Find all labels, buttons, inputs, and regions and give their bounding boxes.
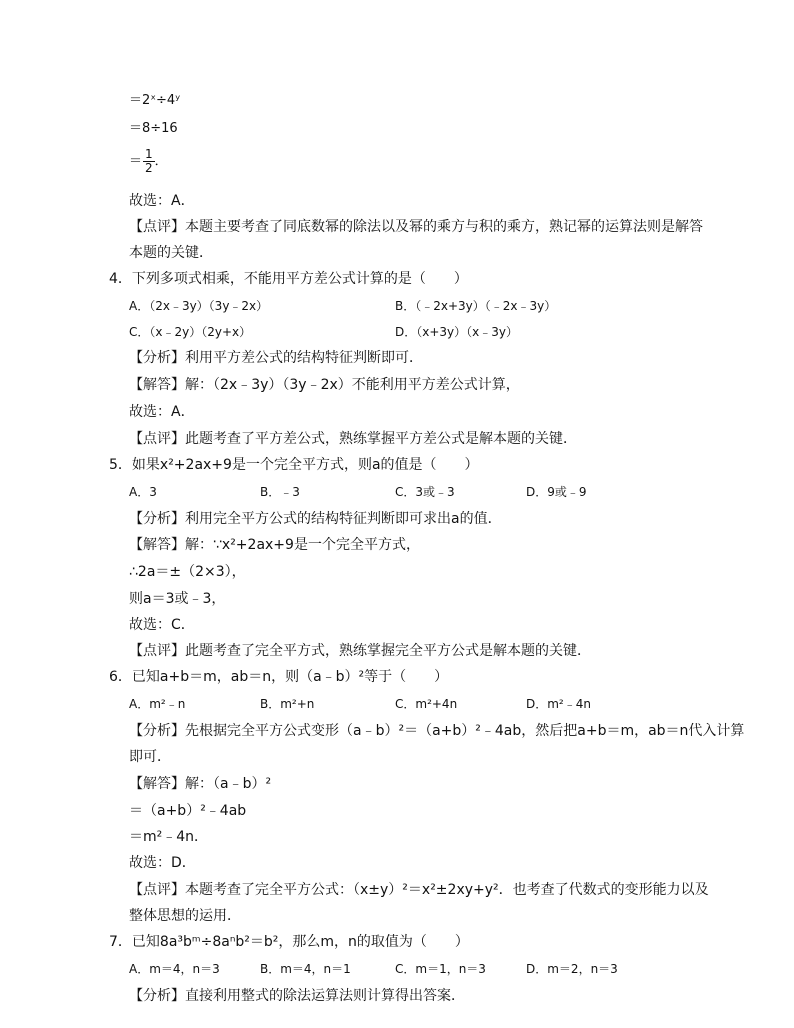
text-line-l21: 【分析】先根据完全平方公式变形（a﹣b）²＝（a+b）²﹣4ab，然后把a+b＝m，ab＝n代入计算 — [129, 723, 745, 739]
option-q7d: D．m＝2，n＝3 — [526, 962, 618, 976]
option-q5c: C．3或﹣3 — [395, 485, 455, 499]
text-line-l10: 【解答】解：（2x﹣3y）（3y﹣2x）不能利用平方差公式计算， — [129, 377, 520, 393]
text-line-l17: 则a＝3或﹣3， — [129, 591, 226, 607]
option-q5b: B．﹣3 — [260, 485, 300, 499]
option-q7a: A．m＝4，n＝3 — [129, 962, 220, 976]
text-line-l11: 故选：A． — [129, 404, 195, 420]
option-q7b: B．m＝4，n＝1 — [260, 962, 351, 976]
text-line-l1: ＝2ˣ÷4ʸ — [129, 93, 181, 108]
fraction-suffix: ． — [154, 154, 168, 169]
text-line-q7: 7．已知8a³bᵐ÷8aⁿb²＝b²，那么m，n的取值为（ ） — [109, 934, 469, 950]
option-q6c: C．m²+4n — [395, 697, 458, 711]
text-line-l26: 故选：D． — [129, 855, 196, 871]
text-line-l14: 【分析】利用完全平方公式的结构特征判断即可求出a的值． — [129, 511, 502, 527]
text-line-l2: ＝8÷16 — [129, 121, 178, 136]
fraction-numerator: 1 — [145, 147, 153, 161]
text-line-l5: 【点评】本题主要考查了同底数幂的除法以及幂的乘方与积的乘方，熟记幂的运算法则是解答 — [129, 219, 703, 235]
fraction-denominator: 2 — [145, 161, 153, 175]
text-line-l9: 【分析】利用平方差公式的结构特征判断即可． — [129, 350, 423, 366]
option-q4d: D．（x+3y）（x﹣3y） — [395, 325, 518, 339]
text-line-l4: 故选：A． — [129, 193, 195, 209]
option-q6a: A．m²﹣n — [129, 697, 186, 711]
text-line-l24: ＝（a+b）²﹣4ab — [129, 803, 247, 819]
option-q5d: D．9或﹣9 — [526, 485, 587, 499]
text-line-l23: 【解答】解：（a﹣b）² — [129, 776, 272, 792]
fraction-line — [129, 148, 168, 175]
text-line-l19: 【点评】此题考查了完全平方式，熟练掌握完全平方公式是解本题的关键． — [129, 643, 591, 659]
option-q4b: B．（﹣2x+3y）（﹣2x﹣3y） — [395, 299, 557, 313]
text-line-l12: 【点评】此题考查了平方差公式，熟练掌握平方差公式是解本题的关键． — [129, 431, 577, 447]
text-line-l16: ∴2a＝±（2×3）， — [129, 564, 246, 580]
text-line-l15: 【解答】解：∵x²+2ax+9是一个完全平方式， — [129, 537, 420, 553]
option-q4a: A．（2x﹣3y）（3y﹣2x） — [129, 299, 269, 313]
text-line-l18: 故选：C． — [129, 617, 195, 633]
text-line-l27: 【点评】本题考查了完全平方公式：（x±y）²＝x²±2xy+y²．也考查了代数式的变形能力以及 — [129, 882, 709, 898]
option-q6d: D．m²﹣4n — [526, 697, 591, 711]
option-q5a: A．3 — [129, 485, 157, 499]
option-q7c: C．m＝1，n＝3 — [395, 962, 486, 976]
option-q6b: B．m²+n — [260, 697, 315, 711]
text-line-l31: 【分析】直接利用整式的除法运算法则计算得出答案． — [129, 988, 465, 1004]
text-line-q6: 6．已知a+b＝m，ab＝n，则（a﹣b）²等于（ ） — [109, 669, 449, 685]
text-line-q5: 5．如果x²+2ax+9是一个完全平方式，则a的值是（ ） — [109, 457, 479, 473]
text-line-l6: 本题的关键． — [129, 245, 213, 261]
text-line-l28: 整体思想的运用． — [129, 908, 241, 924]
text-line-q4: 4．下列多项式相乘，不能用平方差公式计算的是（ ） — [109, 271, 468, 287]
text-line-l25: ＝m²﹣4n． — [129, 829, 209, 845]
option-q4c: C．（x﹣2y）（2y+x） — [129, 325, 252, 339]
fraction-prefix: ＝ — [129, 154, 143, 169]
fraction-one-half — [143, 148, 155, 175]
text-line-l22: 即可． — [129, 749, 171, 765]
